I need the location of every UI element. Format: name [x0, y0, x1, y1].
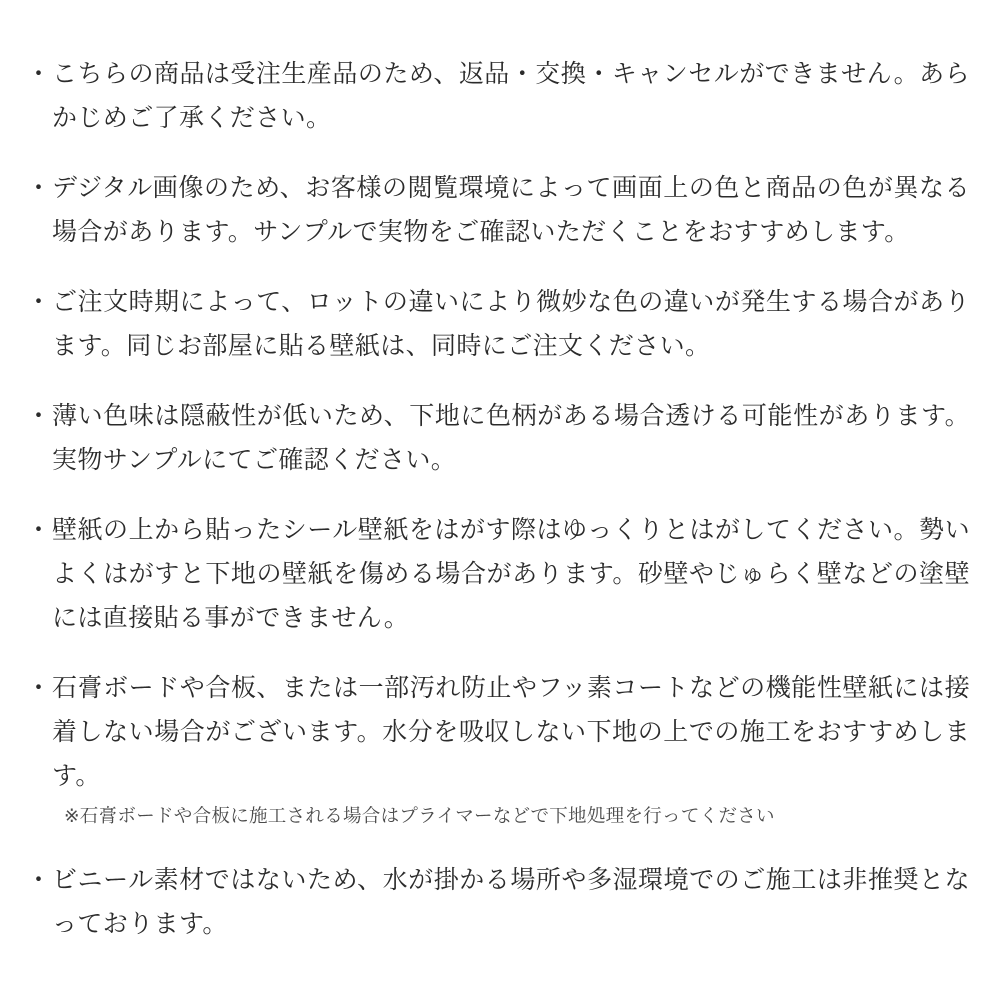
- notice-text: 薄い色味は隠蔽性が低いため、下地に色柄がある場合透ける可能性があります。実物サンプルにてご確認ください。: [52, 401, 970, 474]
- bullet-marker: ・: [26, 287, 52, 316]
- notice-row: [26, 666, 970, 798]
- notice-row: [26, 858, 970, 946]
- notice-text: こちらの商品は受注生産品のため、返品・交換・キャンセルができません。あらかじめご了承ください。: [52, 59, 970, 132]
- notice-row: [26, 508, 970, 640]
- notice-text: デジタル画像のため、お客様の閲覧環境によって画面上の色と商品の色が異なる場合があります。サンプルで実物をご確認いただくことをおすすめします。: [52, 173, 970, 246]
- list-item: [26, 166, 970, 254]
- notice-text: ビニール素材ではないため、水が掛かる場所や多湿環境でのご施工は非推奨となっております。: [52, 865, 970, 938]
- notice-row: [26, 166, 970, 254]
- bullet-marker: ・: [26, 673, 52, 702]
- notice-row: [26, 52, 970, 140]
- bullet-marker: ・: [26, 401, 52, 430]
- notice-row: [26, 280, 970, 368]
- notice-text: 石膏ボードや合板、または一部汚れ防止やフッ素コートなどの機能性壁紙には接着しない場合がございます。水分を吸収しない下地の上での施工をおすすめします。: [52, 673, 970, 790]
- notice-text: ご注文時期によって、ロットの違いにより微妙な色の違いが発生する場合があります。同じお部屋に貼る壁紙は、同時にご注文ください。: [52, 287, 970, 360]
- notice-list: [26, 52, 970, 946]
- notice-text: 壁紙の上から貼ったシール壁紙をはがす際はゆっくりとはがしてください。勢いよくはがすと下地の壁紙を傷める場合があります。砂壁やじゅらく壁などの塗壁には直接貼る事ができません。: [52, 515, 970, 632]
- notice-sub-note: ※石膏ボードや合板に施工される場合はプライマーなどで下地処理を行ってください: [64, 806, 775, 827]
- bullet-marker: ・: [26, 515, 52, 544]
- list-item: [26, 280, 970, 368]
- list-item: [26, 508, 970, 640]
- list-item: [26, 858, 970, 946]
- bullet-marker: ・: [26, 59, 52, 88]
- bullet-marker: ・: [26, 173, 52, 202]
- bullet-marker: ・: [26, 865, 52, 894]
- list-item: [26, 394, 970, 482]
- list-item: [26, 52, 970, 140]
- list-item: [26, 666, 970, 832]
- notice-row: [26, 394, 970, 482]
